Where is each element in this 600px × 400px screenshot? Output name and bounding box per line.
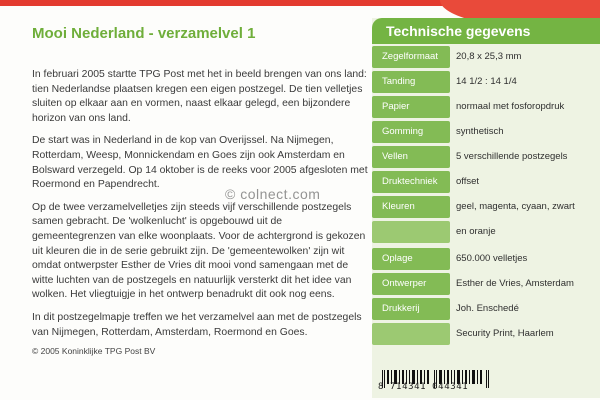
page-title: Mooi Nederland - verzamelvel 1 [32,25,256,42]
tech-row [372,46,600,70]
paragraph: In dit postzegelmapje treffen we het verzamelvel aan met de postzegels van Nijmegen, Rotterdam, Amsterdam, Roermond en Goes. [32,311,362,338]
copyright-notice: © 2005 Koninklijke TPG Post BV [32,346,156,356]
tech-row [372,273,600,297]
tech-label: Tanding [372,71,450,93]
tech-value: en oranje [456,226,496,237]
tech-label: Druktechniek [372,171,450,193]
tech-header: Technische gegevens [372,18,600,44]
tech-row [372,298,600,322]
tech-value: synthetisch [456,126,504,137]
tech-row [372,248,600,272]
tech-row [372,221,600,245]
tech-label: Drukkerij [372,298,450,320]
paragraph: Op de twee verzamelvelletjes zijn steeds vijf verschillende postzegels samen gebracht. De 'wolkenlucht' is opgebouwd uit de gemeentegrenzen van elke woonplaats. Voor de achtergrond is gekozen uit kleuren die in de serie gebruikt zijn. De 'gemeentewolken' zijn wit omdat ontwerpster Esther de Vries dit mooi vond samengaan met de witte luchten van de postzegels en natuurlijk versterkt dit het idee van wolken. Het vliegtuigje in het ontwerp benadrukt dit ook nog eens. [32,201,366,301]
tech-row [372,171,600,195]
tech-row [372,96,600,120]
tech-row [372,323,600,347]
tech-row [372,71,600,95]
tech-label [372,221,450,243]
tech-value: Esther de Vries, Amsterdam [456,278,574,289]
barcode-number: 8 714341 044341 [378,382,469,392]
tech-value: geel, magenta, cyaan, zwart [456,201,575,212]
tech-value: offset [456,176,480,187]
tech-value: 20,8 x 25,3 mm [456,51,522,62]
description-text [32,68,368,348]
tech-label: Zegelformaat [372,46,450,68]
tech-value: normaal met fosforopdruk [456,101,565,112]
tech-value: 650.000 velletjes [456,253,528,264]
tech-label [372,323,450,345]
tech-value: Security Print, Haarlem [456,328,554,339]
tech-row [372,146,600,170]
paragraph: De start was in Nederland in de kop van Overijssel. Na Nijmegen, Rotterdam, Weesp, Monnickendam en Goes zijn ook Amsterdam en Bolsward verzegeld. Op 14 oktober is de reeks voor 2005 afgesloten met Roermond en Papendrecht. [32,135,368,191]
tech-label: Gomming [372,121,450,143]
tech-value: 5 verschillende postzegels [456,151,568,162]
tech-label: Ontwerper [372,273,450,295]
tech-row [372,196,600,220]
tech-label: Oplage [372,248,450,270]
tech-label: Papier [372,96,450,118]
tech-label: Vellen [372,146,450,168]
tech-value: Joh. Enschedé [456,303,519,314]
tech-label: Kleuren [372,196,450,218]
watermark: © colnect.com [225,186,321,202]
tech-row [372,121,600,145]
tech-value: 14 1/2 : 14 1/4 [456,76,517,87]
paragraph: In februari 2005 startte TPG Post met het in beeld brengen van ons land: tien Nederlandse plaatsen kregen een eigen postzegel. De tien velletjes sluiten op elkaar aan en vormen, naast elkaar gelegd, een bijzondere horizon van ons land. [32,69,367,124]
